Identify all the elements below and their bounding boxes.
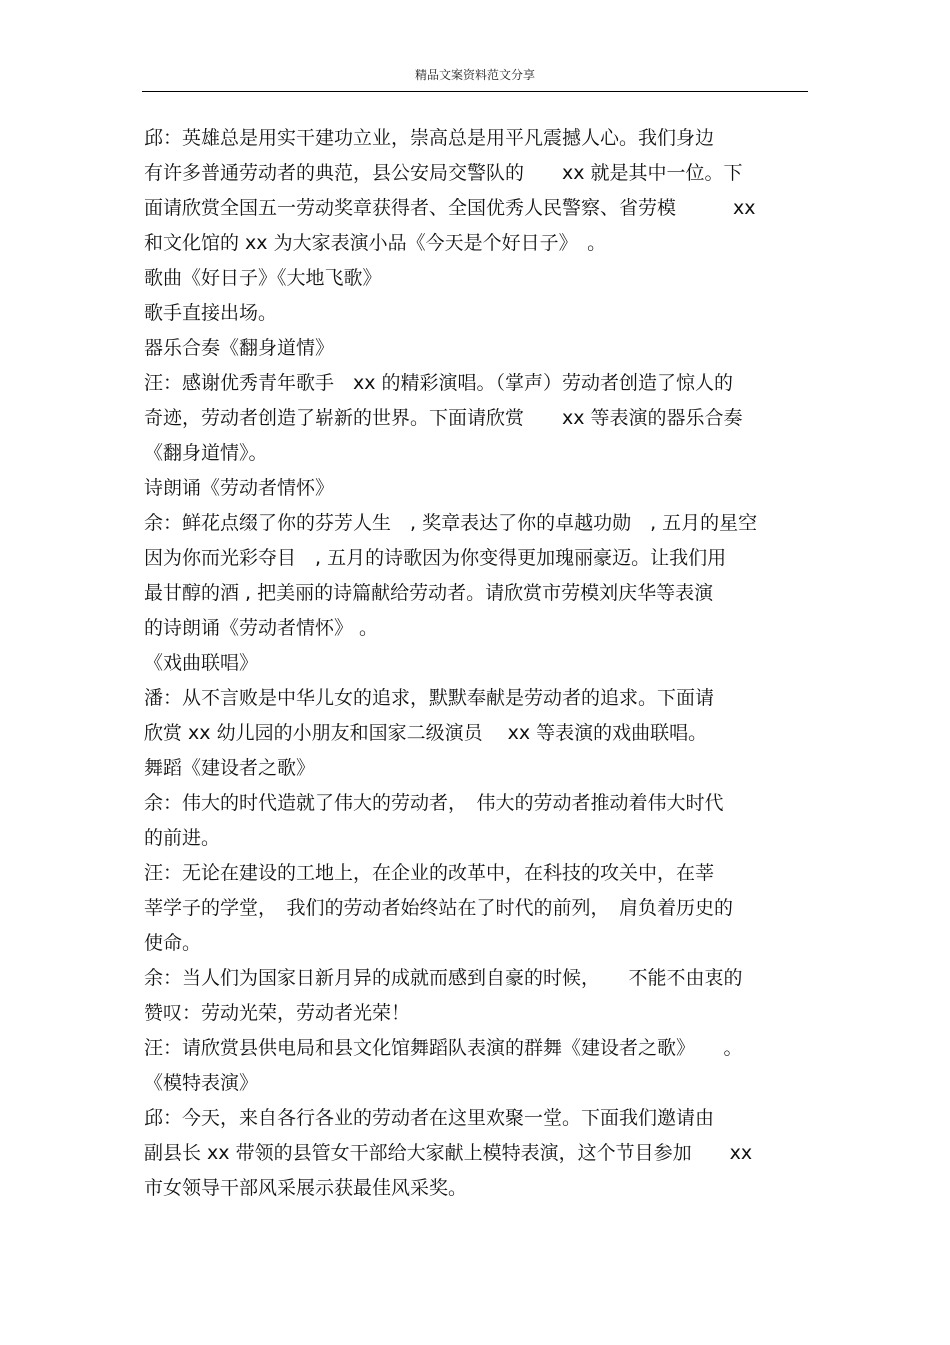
text-line: 欣赏 xx 幼儿园的小朋友和国家二级演员 xx 等表演的戏曲联唱。 xyxy=(144,722,708,744)
section-heading: 器乐合奏《翻身道情》 xyxy=(144,337,335,359)
text-line: 《翻身道情》。 xyxy=(144,442,268,464)
text-line: 的前进。 xyxy=(144,827,221,849)
text-line: 余：当人们为国家日新月异的成就而感到自豪的时候， 不能不由衷的 xyxy=(144,967,743,989)
section-heading: 舞蹈《建设者之歌》 xyxy=(144,757,316,779)
text-line: 赞叹：劳动光荣，劳动者光荣！ xyxy=(144,1002,411,1024)
text-line: 潘：从不言败是中华儿女的追求，默默奉献是劳动者的追求。下面请 xyxy=(144,687,715,709)
page-header-title: 精品文案资料范文分享 xyxy=(414,68,535,82)
text-line: 和文化馆的 xx 为大家表演小品《今天是个好日子》 。 xyxy=(144,232,607,254)
section-heading: 诗朗诵《劳动者情怀》 xyxy=(144,477,335,499)
text-line: 莘学子的学堂， 我们的劳动者始终站在了时代的前列， 肩负着历史的 xyxy=(144,897,734,919)
text-line: 的诗朗诵《劳动者情怀》 。 xyxy=(144,617,379,639)
text-line: 最甘醇的酒 , 把美丽的诗篇献给劳动者。请欣赏市劳模刘庆华等表演 xyxy=(144,582,714,604)
header-divider xyxy=(142,91,808,92)
text-line: 市女领导干部风采展示获最佳风采奖。 xyxy=(144,1177,468,1199)
text-line: 使命。 xyxy=(144,932,202,954)
text-line: 汪：感谢优秀青年歌手 xx 的精彩演唱。（掌声）劳动者创造了惊人的 xyxy=(144,372,734,394)
text-line: 有许多普通劳动者的典范，县公安局交警队的 xx 就是其中一位。下 xyxy=(144,162,743,184)
document-body xyxy=(144,121,808,1206)
text-line: 汪：请欣赏县供电局和县文化馆舞蹈队表演的群舞《建设者之歌》 。 xyxy=(144,1037,743,1059)
text-line: 副县长 xx 带领的县管女干部给大家献上模特表演，这个节目参加 xx xyxy=(144,1142,753,1164)
text-line: 因为你而光彩夺目 , 五月的诗歌因为你变得更加瑰丽豪迈。让我们用 xyxy=(144,547,727,569)
text-line: 邱：英雄总是用实干建功立业，崇高总是用平凡震撼人心。我们身边 xyxy=(144,127,715,149)
text-line: 余：鲜花点缀了你的芬芳人生 , 奖章表达了你的卓越功勋 , 五月的星空 xyxy=(144,512,758,534)
text-line: 奇迹，劳动者创造了崭新的世界。下面请欣赏 xx 等表演的器乐合奏 xyxy=(144,407,743,429)
section-heading: 歌曲《好日子》《大地飞歌》 xyxy=(144,267,382,289)
section-heading: 《戏曲联唱》 xyxy=(144,652,259,674)
section-heading: 《模特表演》 xyxy=(144,1072,259,1094)
text-line: 汪：无论在建设的工地上，在企业的改革中，在科技的攻关中，在莘 xyxy=(144,862,715,884)
text-line: 歌手直接出场。 xyxy=(144,302,278,324)
text-line: 余：伟大的时代造就了伟大的劳动者， 伟大的劳动者推动着伟大时代 xyxy=(144,792,724,814)
text-line: 面请欣赏全国五一劳动奖章获得者、全国优秀人民警察、省劳模 xx xyxy=(144,197,756,219)
text-line: 邱：今天，来自各行各业的劳动者在这里欢聚一堂。下面我们邀请由 xyxy=(144,1107,715,1129)
